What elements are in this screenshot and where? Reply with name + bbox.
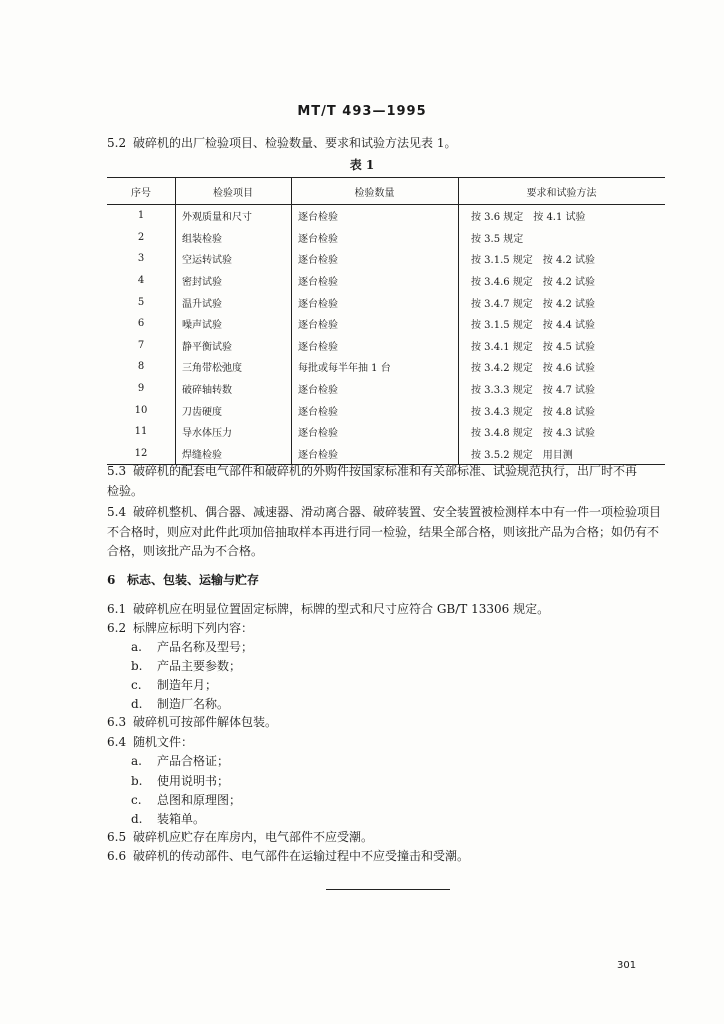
- cell-seq: 9: [137, 383, 145, 395]
- cell-requirement: 按 3.4.8 规定 按 4.3 试验: [459, 421, 666, 443]
- clause-5-4: [107, 503, 661, 521]
- cell-requirement: 按 3.5 规定: [459, 227, 666, 249]
- list-text: 总图和原理图；: [157, 793, 242, 807]
- cell-item: 噪声试验: [176, 313, 292, 335]
- clause-text-line: 破碎机整机、偶合器、减速器、滑动离合器、破碎装置、安全装置被检测样本中有一件一项检验项目: [133, 505, 662, 519]
- cell-requirement: 按 3.4.7 规定 按 4.2 试验: [459, 291, 666, 313]
- section-6-heading: [107, 571, 259, 589]
- table-row: [107, 291, 665, 313]
- clause-number: 6.1: [107, 602, 127, 616]
- clause-5-2: [107, 134, 456, 152]
- cell-requirement: 按 3.1.5 规定 按 4.4 试验: [459, 313, 666, 335]
- list-text: 制造厂名称。: [157, 697, 230, 711]
- list-text: 产品主要参数；: [157, 659, 242, 673]
- cell-quantity: 逐台检验: [292, 205, 459, 227]
- clause-number: 6.3: [107, 715, 127, 729]
- cell-requirement: 按 3.4.1 规定 按 4.5 试验: [459, 335, 666, 357]
- cell-requirement: 按 3.3.3 规定 按 4.7 试验: [459, 378, 666, 400]
- table-row: [107, 248, 665, 270]
- cell-quantity: 逐台检验: [292, 270, 459, 292]
- cell-item: 组装检验: [176, 227, 292, 249]
- cell-item: 破碎轴转数: [176, 378, 292, 400]
- clause-6-5: [107, 828, 373, 846]
- cell-quantity: 每批或每半年抽 1 台: [292, 356, 459, 378]
- cell-requirement: 按 3.4.2 规定 按 4.6 试验: [459, 356, 666, 378]
- cell-seq: 6: [137, 318, 145, 330]
- col-header-item: 检验项目: [176, 178, 292, 205]
- list-label: a.: [131, 754, 142, 768]
- clause-6-1: [107, 600, 549, 618]
- col-header-requirement: 要求和试验方法: [459, 178, 666, 205]
- list-text: 装箱单。: [157, 812, 206, 826]
- clause-text: 破碎机应在明显位置固定标牌，标牌的型式和尺寸应符合 GB/T 13306 规定。: [133, 602, 550, 616]
- table-row: [107, 205, 665, 227]
- clause-6-3: [107, 713, 277, 731]
- clause-text: 标牌应标明下列内容：: [133, 621, 254, 635]
- table-row: [107, 356, 665, 378]
- cell-seq: 10: [134, 404, 148, 416]
- list-label: c.: [131, 678, 142, 692]
- list-label: c.: [131, 793, 142, 807]
- list-item: [131, 772, 229, 790]
- section-title: 标志、包装、运输与贮存: [127, 573, 260, 587]
- cell-quantity: 逐台检验: [292, 227, 459, 249]
- cell-quantity: 逐台检验: [292, 248, 459, 270]
- cell-requirement: 按 3.4.3 规定 按 4.8 试验: [459, 399, 666, 421]
- clause-5-3-cont: 检验。: [107, 484, 144, 498]
- clause-number: 6.6: [107, 849, 127, 863]
- table-row: [107, 421, 665, 443]
- cell-requirement: 按 3.4.6 规定 按 4.2 试验: [459, 270, 666, 292]
- clause-6-2: [107, 619, 253, 637]
- cell-quantity: 逐台检验: [292, 335, 459, 357]
- clause-text: 随机文件：: [133, 735, 194, 749]
- clause-text: 破碎机的传动部件、电气部件在运输过程中不应受撞击和受潮。: [133, 849, 470, 863]
- table-caption: 表 1: [349, 158, 375, 172]
- clause-6-6: [107, 847, 469, 865]
- clause-5-4-cont: 不合格时，则应对此件此项加倍抽取样本再进行同一检验，结果全部合格，则该批产品为合格；如仍有不: [107, 525, 660, 539]
- clause-text: 破碎机的出厂检验项目、检验数量、要求和试验方法见表 1。: [133, 136, 457, 150]
- table-row: [107, 227, 665, 249]
- clause-text: 破碎机可按部件解体包装。: [133, 715, 278, 729]
- section-number: 6: [107, 573, 116, 587]
- cell-item: 刀齿硬度: [176, 399, 292, 421]
- list-item: [131, 695, 229, 713]
- list-text: 产品合格证；: [157, 754, 230, 768]
- cell-seq: 11: [134, 426, 148, 438]
- cell-item: 温升试验: [176, 291, 292, 313]
- cell-seq: 4: [137, 275, 145, 287]
- list-item: [131, 810, 205, 828]
- cell-requirement: 按 3.6 规定 按 4.1 试验: [459, 205, 666, 227]
- cell-item: 导水体压力: [176, 421, 292, 443]
- cell-quantity: 逐台检验: [292, 291, 459, 313]
- cell-item: 焊缝检验: [176, 443, 292, 465]
- clause-number: 6.4: [107, 735, 127, 749]
- cell-seq: 3: [137, 253, 145, 265]
- list-item: [131, 638, 253, 656]
- table-row: [107, 270, 665, 292]
- list-label: a.: [131, 640, 142, 654]
- end-rule: [326, 889, 450, 890]
- cell-seq: 12: [107, 443, 176, 465]
- list-label: b.: [131, 774, 143, 788]
- cell-quantity: 逐台检验: [292, 421, 459, 443]
- cell-item: 空运转试验: [176, 248, 292, 270]
- cell-quantity: 逐台检验: [292, 443, 459, 465]
- clause-text: 破碎机应贮存在库房内，电气部件不应受潮。: [133, 830, 374, 844]
- cell-item: 静平衡试验: [176, 335, 292, 357]
- cell-seq: 5: [137, 296, 145, 308]
- clause-5-4-cont: 合格，则该批产品为不合格。: [107, 544, 264, 558]
- clause-6-4: [107, 733, 193, 751]
- cell-quantity: 逐台检验: [292, 313, 459, 335]
- list-label: d.: [131, 812, 143, 826]
- table-row: [107, 335, 665, 357]
- list-item: [131, 791, 241, 809]
- cell-item: 密封试验: [176, 270, 292, 292]
- inspection-table: [107, 177, 665, 465]
- table-row: [107, 313, 665, 335]
- clause-number: 5.4: [107, 505, 127, 519]
- list-text: 使用说明书；: [157, 774, 230, 788]
- list-text: 制造年月；: [157, 678, 218, 692]
- list-label: d.: [131, 697, 143, 711]
- col-header-quantity: 检验数量: [292, 178, 459, 205]
- clause-text-line: 破碎机的配套电气部件和破碎机的外购件按国家标准和有关部标准、试验规范执行，出厂时不再: [133, 464, 638, 478]
- list-item: [131, 676, 217, 694]
- table-header-row: [107, 178, 665, 205]
- col-header-seq: 序号: [107, 178, 176, 205]
- cell-seq: 1: [137, 210, 145, 222]
- list-item: [131, 752, 229, 770]
- clause-number: 6.2: [107, 621, 127, 635]
- cell-quantity: 逐台检验: [292, 378, 459, 400]
- cell-item: 外观质量和尺寸: [176, 205, 292, 227]
- page-number: 301: [617, 960, 637, 971]
- list-text: 产品名称及型号；: [157, 640, 254, 654]
- table-row: [107, 399, 665, 421]
- list-item: [131, 657, 241, 675]
- list-label: b.: [131, 659, 143, 673]
- cell-seq: 7: [137, 339, 145, 351]
- standard-header: MT/T 493—1995: [297, 104, 427, 119]
- cell-item: 三角带松弛度: [176, 356, 292, 378]
- cell-requirement: 按 3.5.2 规定 用目测: [459, 443, 666, 465]
- cell-seq: 8: [137, 361, 145, 373]
- clause-number: 5.2: [107, 136, 127, 150]
- cell-seq: 2: [137, 231, 145, 243]
- cell-requirement: 按 3.1.5 规定 按 4.2 试验: [459, 248, 666, 270]
- clause-number: 6.5: [107, 830, 127, 844]
- cell-quantity: 逐台检验: [292, 399, 459, 421]
- clause-number: 5.3: [107, 464, 127, 478]
- clause-5-3: [107, 462, 637, 480]
- table-row: [107, 378, 665, 400]
